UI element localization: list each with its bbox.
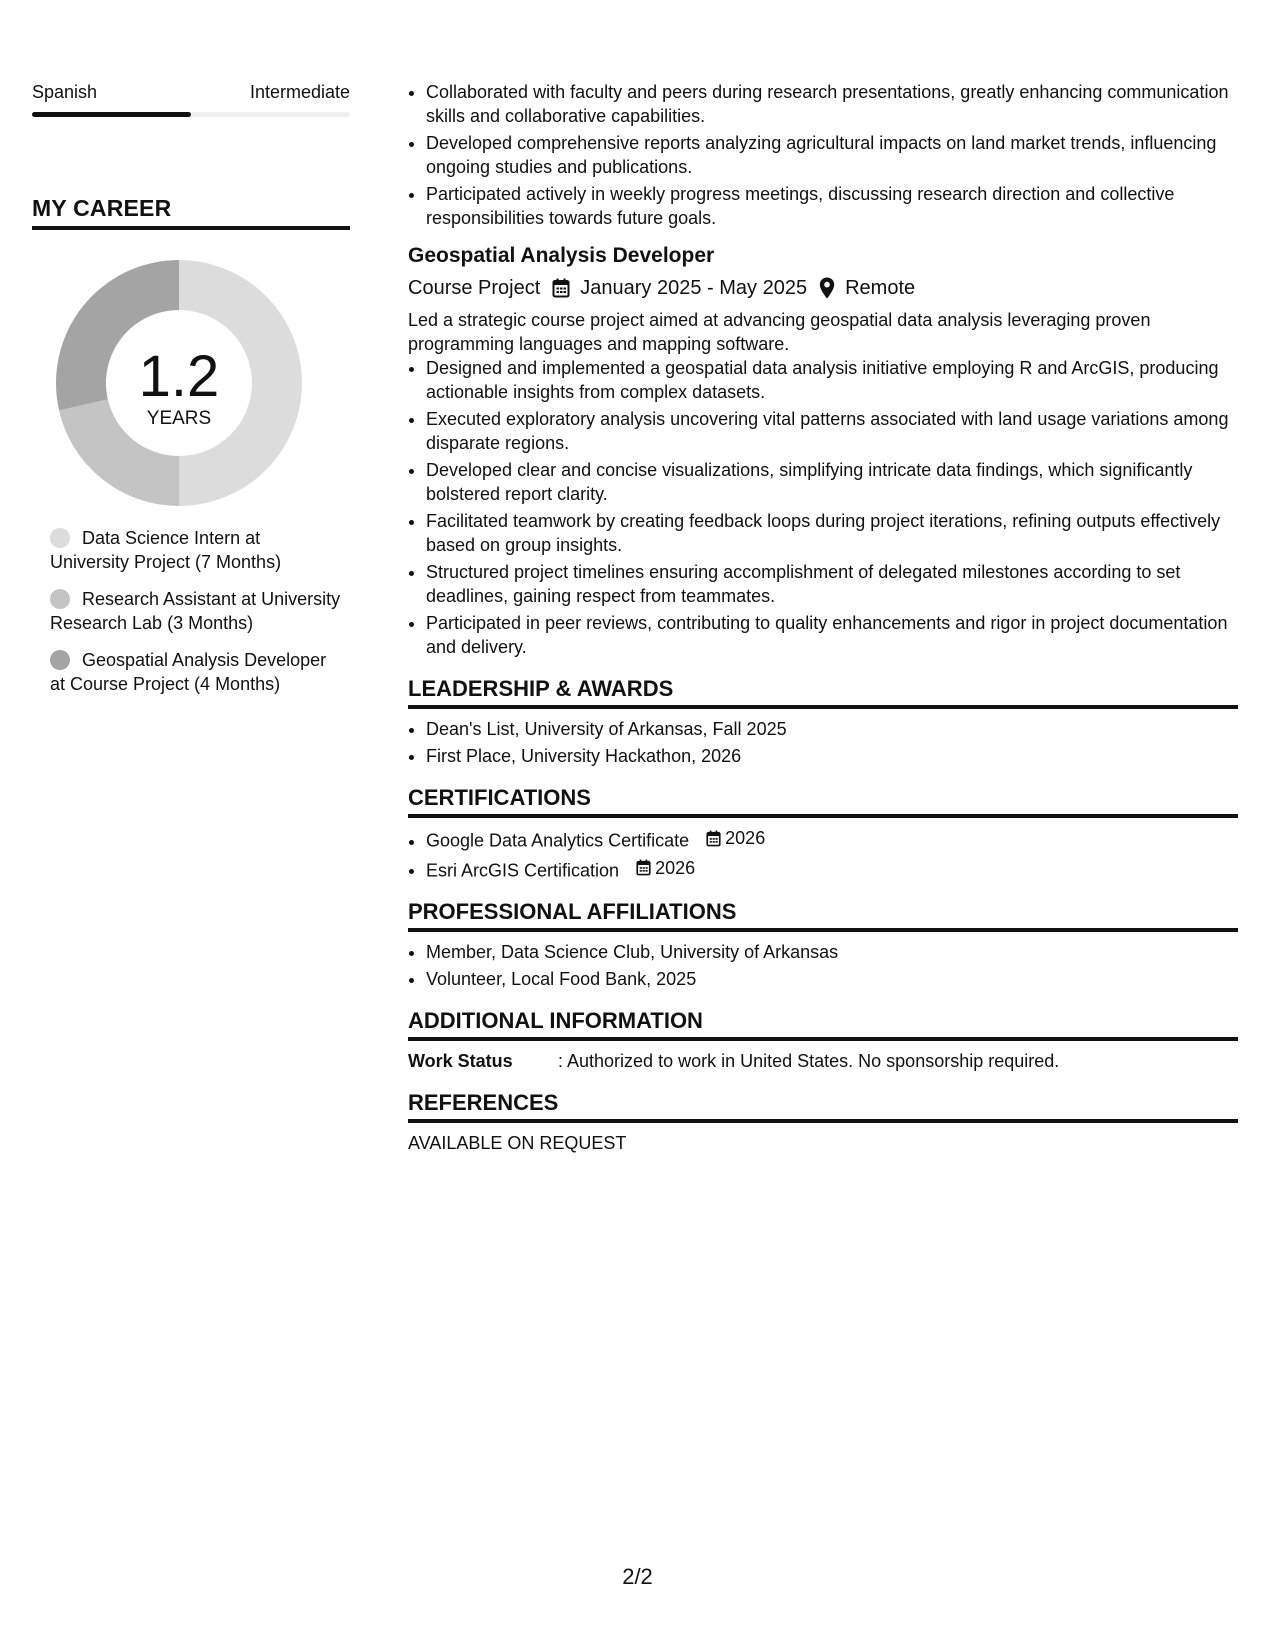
list-item: • Participated actively in weekly progress meetings, discussing research direction and collective responsibilities towards future goals. <box>426 182 1238 230</box>
leadership-list <box>408 717 1238 768</box>
career-legend <box>32 526 350 696</box>
additional-info-section <box>408 1007 1238 1073</box>
references-heading: REFERENCES <box>408 1089 1238 1123</box>
location-pin-icon <box>819 277 835 299</box>
additional-info-heading: ADDITIONAL INFORMATION <box>408 1007 1238 1041</box>
page-number: 2/2 <box>622 1564 653 1589</box>
job-entry <box>408 242 1238 659</box>
list-item: • Participated in peer reviews, contributing to quality enhancements and rigor in project documentation and delivery. <box>426 611 1238 659</box>
cert-year: 2026 <box>725 828 766 848</box>
list-item: • Dean's List, University of Arkansas, Fall 2025 <box>426 717 1238 741</box>
list-item: • Structured project timelines ensuring accomplishment of delegated milestones according to set deadlines, gaining respect from teammates. <box>426 560 1238 608</box>
work-status-value: : Authorized to work in United States. No sponsorship required. <box>558 1051 1060 1071</box>
list-item: • Executed exploratory analysis uncovering vital patterns associated with land usage variations among disparate regions. <box>426 407 1238 455</box>
cert-date <box>706 826 765 850</box>
list-item: • First Place, University Hackathon, 2026 <box>426 744 1238 768</box>
list-item <box>426 856 1238 883</box>
calendar-icon <box>706 830 721 847</box>
cert-year: 2026 <box>655 857 696 878</box>
legend-dot <box>50 528 70 548</box>
calendar-icon <box>552 278 570 298</box>
list-item: • Facilitated teamwork by creating feedback loops during project iterations, refining outputs effectively based on group insights. <box>426 509 1238 557</box>
references-section <box>408 1089 1238 1155</box>
left-column <box>32 80 350 709</box>
legend-label: Data Science Intern at University Project (7 Months) <box>50 528 282 572</box>
language-name: Spanish <box>32 82 98 102</box>
language-level: Intermediate <box>249 82 350 102</box>
job-description: Led a strategic course project aimed at advancing geospatial data analysis leveraging proven programming languages and mapping software. <box>408 310 1151 354</box>
career-heading: MY CAREER <box>32 195 350 230</box>
legend-item <box>50 648 350 696</box>
leadership-heading: LEADERSHIP & AWARDS <box>408 675 1238 709</box>
work-status-row <box>408 1049 1238 1073</box>
language-row <box>32 80 350 104</box>
calendar-icon <box>636 859 651 876</box>
legend-label: Research Assistant at University Research Lab (3 Months) <box>50 589 341 633</box>
language-level-fill <box>32 112 191 117</box>
previous-job-bullets <box>408 80 1238 230</box>
legend-label: Geospatial Analysis Developer at Course Project (4 Months) <box>50 650 327 694</box>
job-meta <box>408 274 1238 302</box>
job-bullets <box>408 356 1238 659</box>
language-level-bar <box>32 112 350 117</box>
list-item: • Developed clear and concise visualizations, simplifying intricate data findings, which significantly bolstered report clarity. <box>426 458 1238 506</box>
job-org: Course Project <box>408 277 541 299</box>
leadership-section <box>408 675 1238 768</box>
certifications-heading: CERTIFICATIONS <box>408 784 1238 818</box>
references-text: AVAILABLE ON REQUEST <box>408 1133 627 1153</box>
legend-dot <box>50 650 70 670</box>
work-status-label: Work Status <box>408 1051 513 1071</box>
affiliations-heading: PROFESSIONAL AFFILIATIONS <box>408 898 1238 932</box>
list-item: • Collaborated with faculty and peers during research presentations, greatly enhancing communication skills and collaborative capabilities. <box>426 80 1238 128</box>
job-title: Geospatial Analysis Developer <box>408 244 715 267</box>
language-skill <box>32 80 350 117</box>
certifications-section <box>408 784 1238 882</box>
legend-dot <box>50 589 70 609</box>
career-donut-chart <box>56 260 302 506</box>
career-total-number: 1.2 <box>138 344 220 409</box>
cert-date <box>636 856 695 880</box>
career-total <box>56 260 302 506</box>
job-dates: January 2025 - May 2025 <box>580 277 808 299</box>
list-item: • Developed comprehensive reports analyzing agricultural impacts on land market trends, influencing ongoing studies and publications. <box>426 131 1238 179</box>
list-item: • Member, Data Science Club, University of Arkansas <box>426 940 1238 964</box>
affiliations-section <box>408 898 1238 991</box>
legend-item <box>50 587 350 635</box>
certifications-list <box>408 826 1238 882</box>
list-item <box>426 826 1238 853</box>
legend-item <box>50 526 350 574</box>
affiliations-list <box>408 940 1238 991</box>
cert-name: Google Data Analytics Certificate <box>426 830 690 851</box>
job-location: Remote <box>845 277 916 299</box>
right-column <box>408 80 1238 1155</box>
list-item: • Volunteer, Local Food Bank, 2025 <box>426 967 1238 991</box>
cert-name: Esri ArcGIS Certification <box>426 860 620 880</box>
career-total-unit: YEARS <box>146 408 212 429</box>
list-item: • Designed and implemented a geospatial data analysis initiative employing R and ArcGIS, producing actionable insights from complex datasets. <box>426 356 1238 404</box>
